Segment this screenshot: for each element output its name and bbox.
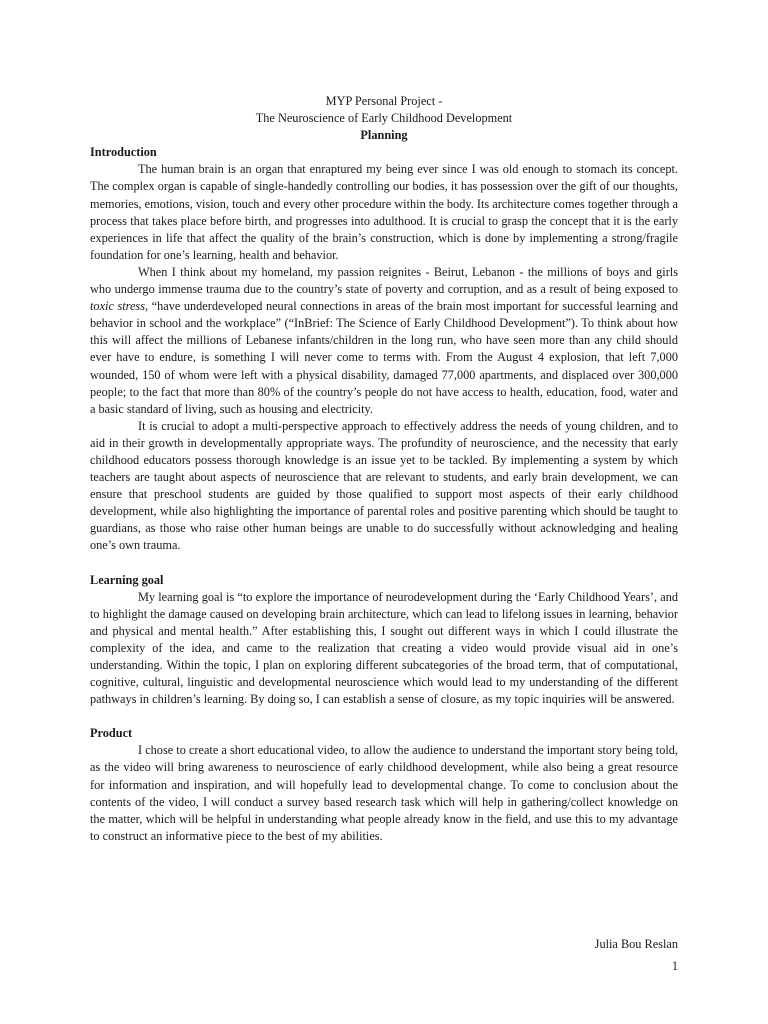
product-paragraph: I chose to create a short educational video, to allow the audience to understand the important story being told, as the video will bring awareness to neuroscience of early childhood development, while also being a great resource for information and inspiration, and will hopefully lead to developmental change. To come to conclusion about the contents of the video, I will conduct a survey based research task which will help in gathering/collect knowledge on the matter, which will be helpful in understanding what people already know in the field, and use this to my advantage to construct an informative piece to the best of my abilities. [90, 743, 678, 843]
introduction-paragraph-3: It is crucial to adopt a multi-perspective approach to effectively address the needs of young children, and to aid in their growth in developmentally appropriate ways. The profundity of neuroscience, and the necessity that early childhood educators possess thorough knowledge is an issue yet to be tackled. By implementing a system by which teachers are taught about aspects of neuroscience that are relevant to students, and early brain development, we can ensure that preschool students are guided by those qualified to support most aspects of their early childhood development, while also highlighting the importance of parental roles and positive parenting which should be taught to guardians, as those who raise other human beings are unable to do successfully without acknowledging and healing one’s own trauma. [90, 418, 678, 553]
introduction-paragraph-1: The human brain is an organ that enraptured my being ever since I was old enough to stomach its concept. The complex organ is capable of single-handedly controlling our bodies, it has possession over the gift of our thoughts, memories, emotions, vision, touch and every other procedure within the body. Its architecture comes together through a process that takes place before birth, and progresses into adulthood. It is crucial to grasp the concept that it is the early experiences in life that affect the quality of the brain’s construction, which is done by implementing a strong/fragile foundation for one’s learning, health and behavior. [90, 162, 678, 262]
section-spacer [90, 708, 678, 725]
section-title-planning: Planning [360, 128, 408, 143]
document-page [90, 93, 678, 845]
introduction-heading: Introduction [90, 145, 157, 160]
introduction-paragraph-2-part-a: When I think about my homeland, my passion reignites - Beirut, Lebanon - the millions of boys and girls who undergo immense trauma due to the country’s state of poverty and corruption, and as a result of being exposed to [90, 264, 678, 297]
project-label: MYP Personal Project - [325, 94, 443, 108]
learning-goal-paragraph: My learning goal is “to explore the importance of neurodevelopment during the ‘Early Childhood Years’, and to highlight the damage caused on developing brain architecture, which can lead to lifelong issues in learning, behavior and physical and mental health.” After establishing this, I sought out different ways in which I could illustrate the complexity of the idea, and came to the realization that creating a video would provide visual aid in one’s understanding. Within the topic, I plan on exploring different subcategories of the broad term, that of computational, cognitive, cultural, linguistic and developmental neuroscience which would lead to my understanding of the different pathways in children’s learning. By doing so, I can establish a sense of closure, as my topic inquiries will be answered. [90, 589, 678, 707]
project-title: The Neuroscience of Early Childhood Development [255, 111, 513, 126]
introduction-paragraph-2 [90, 264, 678, 418]
learning-goal-heading: Learning goal [90, 572, 164, 587]
author-signature: Julia Bou Reslan [594, 937, 678, 951]
page-number: 1 [671, 959, 678, 973]
introduction-paragraph-2-part-b: , “have underdeveloped neural connections in areas of the brain most important for successful learning and behavior in school and the workplace” (“InBrief: The Science of Early Childhood Development”). To think about how this will affect the millions of Lebanese infants/children in the long run, who have seen more than any child should ever have to endure, is something I will never come to terms with. From the August 4 explosion, that left 7,000 wounded, 150 of whom were left with a physical disability, damaged 77,000 apartments, and displaced over 300,000 people; to the fact that more than 80% of the country’s people do not have access to health, education, food, water and a basic standard of living, such as housing and electricity. [90, 299, 678, 416]
section-spacer [90, 555, 678, 572]
product-heading: Product [90, 726, 133, 741]
toxic-stress-emphasis: toxic stress [90, 299, 146, 314]
